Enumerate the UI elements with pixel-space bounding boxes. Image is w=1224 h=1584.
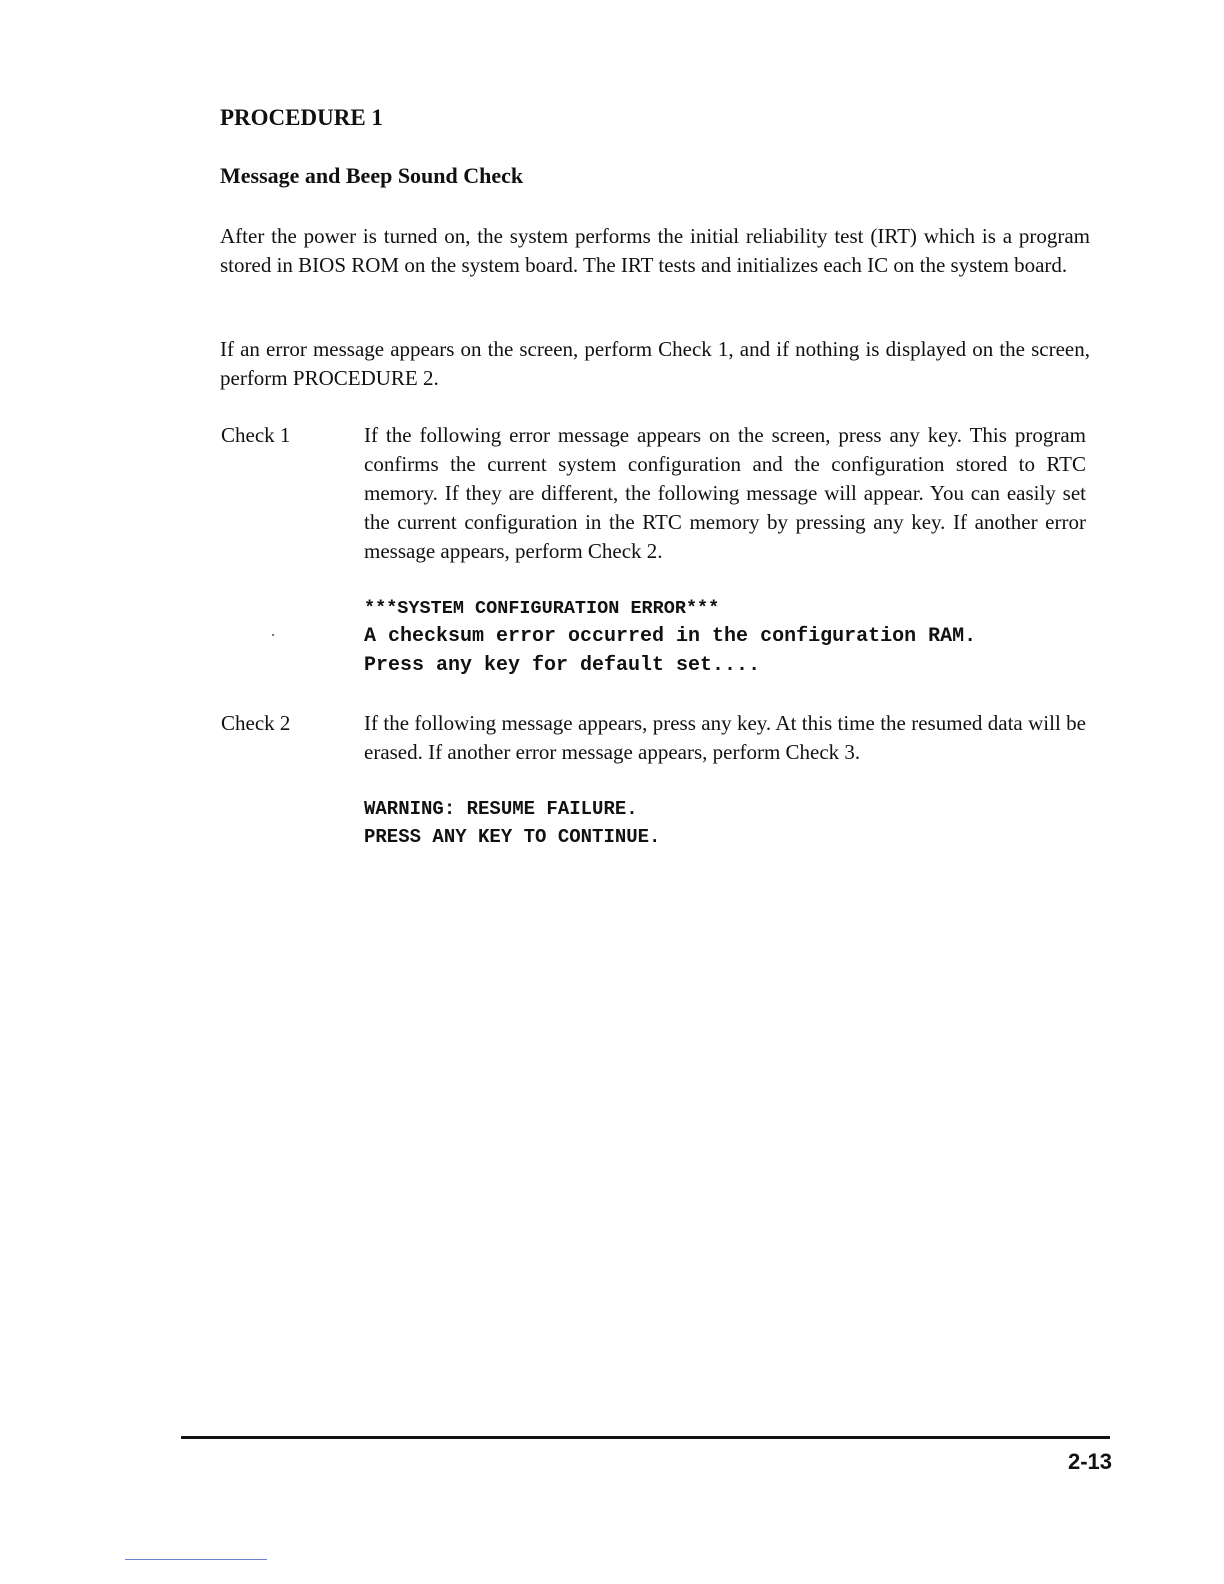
check-1-message-line: ***SYSTEM CONFIGURATION ERROR*** — [364, 598, 720, 619]
check-1-message-line: Press any key for default set.... — [364, 654, 761, 677]
check-2-label: Check 2 — [221, 711, 291, 735]
instruction-paragraph: If an error message appears on the screen, perform Check 1, and if nothing is displayed on the screen, perform PROCEDURE 2. — [220, 337, 1090, 390]
scan-artifact-line — [125, 1559, 267, 1560]
page-number: 2-13 — [1067, 1449, 1112, 1474]
footer-rule — [181, 1436, 1110, 1439]
procedure-title: PROCEDURE 1 — [220, 105, 383, 130]
check-2-message-line: WARNING: RESUME FAILURE. — [364, 798, 638, 820]
scan-speck — [272, 634, 274, 636]
check-1-label: Check 1 — [221, 423, 291, 447]
check-1-description: If the following error message appears on the screen, press any key. This program confirms the current system configuration and the configuration stored to RTC memory. If they are different, the following message will appear. You can easily set the current configuration in the RTC memory by pressing any key. If another error message appears, perform Check 2. — [364, 423, 1086, 563]
check-2-description: If the following message appears, press any key. At this time the resumed data will be erased. If another error message appears, perform Check 3. — [364, 711, 1086, 764]
check-1-message-line: A checksum error occurred in the configuration RAM. — [364, 625, 977, 648]
section-subtitle: Message and Beep Sound Check — [220, 163, 524, 188]
intro-paragraph: After the power is turned on, the system performs the initial reliability test (IRT) which is a program stored in BIOS ROM on the system board. The IRT tests and initializes each IC on the system board. — [220, 224, 1090, 277]
check-2-message-line: PRESS ANY KEY TO CONTINUE. — [364, 826, 661, 848]
